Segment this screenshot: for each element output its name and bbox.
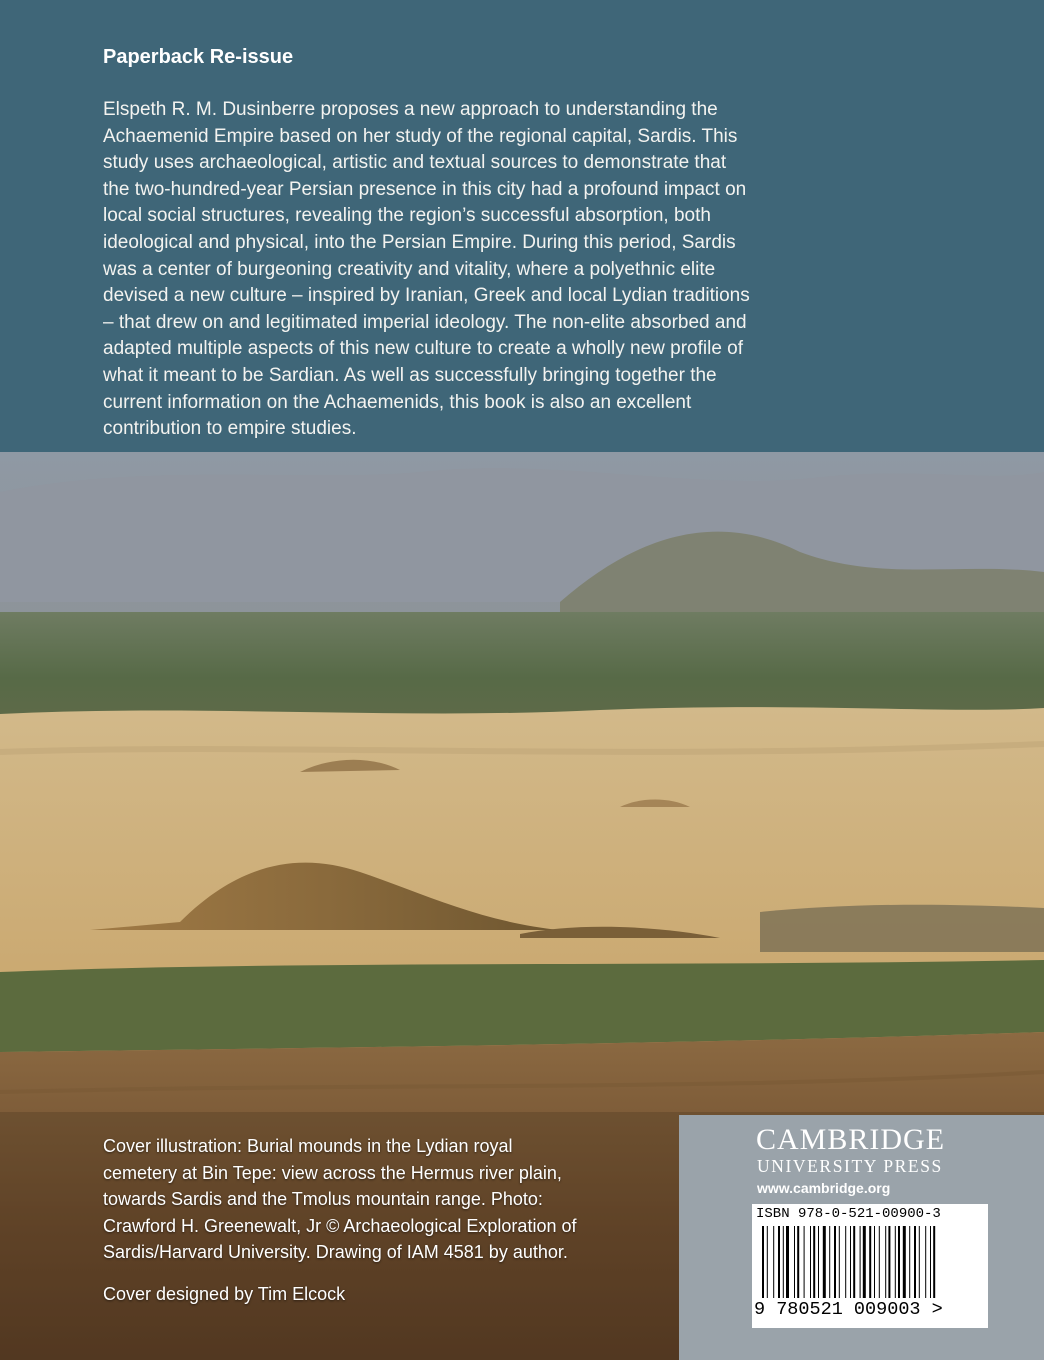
barcode-bar — [797, 1226, 799, 1298]
barcode-bar — [762, 1226, 764, 1298]
barcode-bar — [845, 1226, 846, 1298]
publisher-box — [679, 1115, 1044, 1360]
publisher-subtitle: UNIVERSITY PRESS — [757, 1156, 943, 1176]
barcode-bars — [756, 1226, 982, 1298]
description-line: – that drew on and legitimated imperial ideology. The non-elite absorbed and — [103, 311, 747, 333]
barcode-bar — [783, 1226, 784, 1298]
credit-line: Crawford H. Greenewalt, Jr © Archaeological Exploration of — [103, 1215, 577, 1236]
cover-illustration-credit — [103, 1133, 663, 1266]
barcode-bar — [869, 1226, 871, 1298]
barcode-bar — [804, 1226, 805, 1298]
description-line: the two-hundred-year Persian presence in this city had a profound impact on — [103, 178, 747, 200]
barcode-bar — [850, 1226, 851, 1298]
book-description — [103, 97, 823, 443]
barcode-bar — [895, 1226, 896, 1298]
barcode-bar — [823, 1226, 826, 1298]
barcode-bar — [903, 1226, 906, 1298]
description-line: what it meant to be Sardian. As well as successfully bringing together the — [103, 364, 717, 386]
barcode-bar — [879, 1226, 880, 1298]
barcode-bar — [794, 1226, 795, 1298]
barcode-bar — [778, 1226, 780, 1298]
description-line: devised a new culture – inspired by Iranian, Greek and local Lydian traditions — [103, 285, 750, 307]
description-line: contribution to empire studies. — [103, 418, 357, 440]
blurb-panel — [0, 0, 1044, 452]
credit-line: towards Sardis and the Tmolus mountain range. Photo: — [103, 1189, 543, 1209]
barcode-bar — [874, 1226, 875, 1298]
barcode-bar — [810, 1226, 811, 1298]
barcode-bar — [818, 1226, 819, 1298]
publisher-url: www.cambridge.org — [757, 1180, 891, 1196]
barcode-bar — [925, 1226, 926, 1298]
credit-line: cemetery at Bin Tepe: view across the Hermus river plain, — [103, 1162, 562, 1183]
barcode-bar — [898, 1226, 900, 1298]
barcode-bar — [909, 1226, 910, 1298]
barcode-bar — [829, 1226, 830, 1298]
credit-line: Sardis/Harvard University. Drawing of IAM 4581 by author. — [103, 1242, 568, 1262]
barcode-bar — [930, 1226, 931, 1298]
barcode-bar — [860, 1226, 861, 1298]
description-line: adapted multiple aspects of this new culture to create a wholly new profile of — [103, 338, 744, 360]
barcode-bar — [888, 1226, 890, 1298]
cover-designer-credit: Cover designed by Tim Elcock — [103, 1284, 346, 1304]
barcode-bar — [773, 1226, 774, 1298]
isbn-barcode — [752, 1204, 988, 1328]
description-line: Elspeth R. M. Dusinberre proposes a new approach to understanding the — [103, 99, 718, 120]
description-line: study uses archaeological, artistic and textual sources to demonstrate that — [103, 152, 727, 174]
barcode-bar — [863, 1226, 866, 1298]
barcode-bar — [813, 1226, 815, 1298]
barcode-bar — [914, 1226, 916, 1298]
barcode-digits: 9 780521 009003 > — [754, 1299, 943, 1320]
barcode-bar — [885, 1226, 886, 1298]
barcode-bar — [786, 1226, 789, 1298]
isbn-label: ISBN 978-0-521-00900-3 — [756, 1206, 941, 1222]
description-line: local social structures, revealing the region’s successful absorption, both — [103, 205, 711, 227]
barcode-bar — [919, 1226, 920, 1298]
description-line: ideological and physical, into the Persian Empire. During this period, Sardis — [103, 231, 736, 253]
barcode-bar — [839, 1226, 840, 1298]
description-line: Achaemenid Empire based on her study of the regional capital, Sardis. This — [103, 125, 738, 147]
reissue-heading: Paperback Re-issue — [103, 46, 294, 68]
publisher-name: CAMBRIDGE — [756, 1123, 946, 1156]
barcode-bar — [834, 1226, 836, 1298]
barcode-bar — [853, 1226, 855, 1298]
description-line: current information on the Achaemenids, this book is also an excellent — [103, 391, 692, 413]
credit-line: Cover illustration: Burial mounds in the Lydian royal — [103, 1136, 513, 1156]
barcode-bar — [933, 1226, 935, 1298]
barcode-bar — [767, 1226, 768, 1298]
description-line: was a center of burgeoning creativity and vitality, where a polyethnic elite — [103, 258, 716, 280]
